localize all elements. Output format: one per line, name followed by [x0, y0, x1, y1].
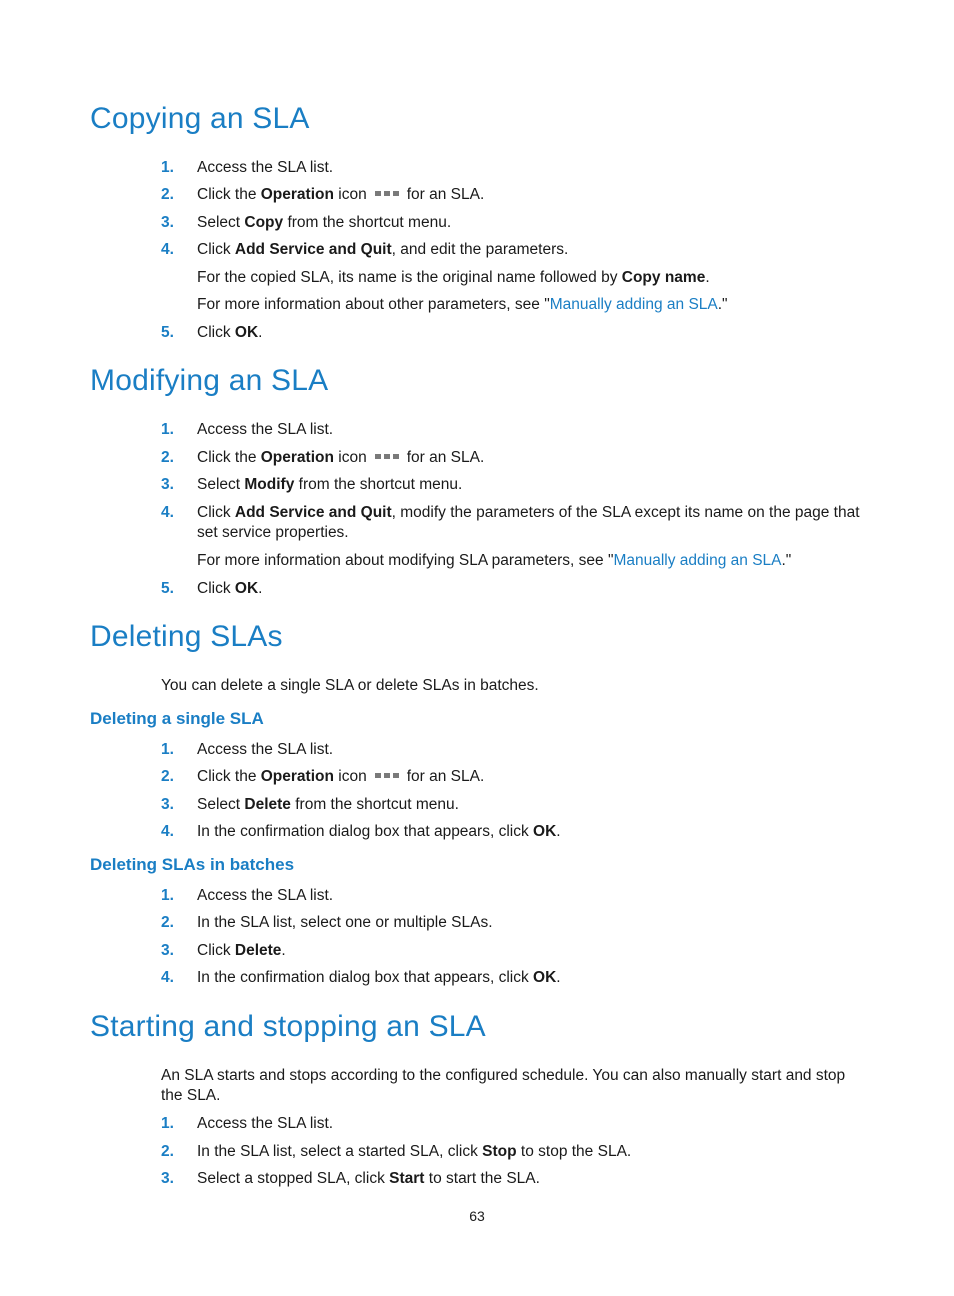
- copy-step-2: [161, 185, 864, 205]
- step-text: Select a stopped SLA, click Start to start the SLA.: [197, 1170, 540, 1187]
- delete-batch-step-4: [161, 968, 864, 988]
- copy-step-4: [161, 240, 864, 260]
- delete-single-step-1: [161, 740, 864, 760]
- heading-deleting-slas-batches: Deleting SLAs in batches: [90, 855, 295, 874]
- copy-note-more-info: For more information about other parameters, see "Manually adding an SLA.": [197, 296, 728, 313]
- starting-intro: An SLA starts and stops according to the configured schedule. You can also manually start and stop the SLA.: [161, 1067, 846, 1104]
- modify-step-4: [161, 503, 864, 543]
- step-number: 1.: [161, 159, 174, 176]
- step-number: 3.: [161, 1170, 174, 1187]
- step-text: Access the SLA list.: [197, 159, 334, 176]
- step-text: Select Modify from the shortcut menu.: [197, 476, 463, 493]
- step-number: 4.: [161, 823, 174, 840]
- heading-deleting-single-sla: Deleting a single SLA: [90, 709, 264, 728]
- deleting-intro: You can delete a single SLA or delete SLAs in batches.: [161, 677, 539, 694]
- step-number: 2.: [161, 186, 174, 203]
- modify-step-5: [161, 579, 864, 599]
- step-number: 3.: [161, 796, 174, 813]
- delete-batch-step-2: [161, 913, 864, 933]
- step-text: Click Delete.: [197, 942, 286, 959]
- step-text: Access the SLA list.: [197, 887, 334, 904]
- step-number: 2.: [161, 768, 174, 785]
- step-text: In the SLA list, select one or multiple SLAs.: [197, 914, 493, 931]
- step-text: In the confirmation dialog box that appears, click OK.: [197, 969, 561, 986]
- step-text: Click Add Service and Quit, modify the parameters of the SLA except its name on the page that set service properties.: [197, 504, 860, 541]
- copy-step-1: [161, 158, 864, 178]
- operation-icon: [375, 454, 399, 460]
- step-number: 4.: [161, 241, 174, 258]
- heading-copying-sla: Copying an SLA: [90, 102, 310, 135]
- step-text: In the confirmation dialog box that appears, click OK.: [197, 823, 561, 840]
- step-text: Access the SLA list.: [197, 741, 334, 758]
- delete-single-step-4: [161, 822, 864, 842]
- step-number: 3.: [161, 942, 174, 959]
- step-text: Access the SLA list.: [197, 1115, 334, 1132]
- heading-deleting-slas: Deleting SLAs: [90, 620, 283, 653]
- step-number: 3.: [161, 476, 174, 493]
- step-number: 1.: [161, 887, 174, 904]
- step-number: 1.: [161, 421, 174, 438]
- modify-note-more-info: For more information about modifying SLA parameters, see "Manually adding an SLA.": [197, 552, 792, 569]
- modify-step-1: [161, 420, 864, 440]
- delete-single-step-2: [161, 767, 864, 787]
- step-text: Access the SLA list.: [197, 421, 334, 438]
- modify-step-2: [161, 448, 864, 468]
- start-step-2: [161, 1142, 864, 1162]
- manually-adding-sla-link[interactable]: Manually adding an SLA: [549, 296, 718, 313]
- delete-single-step-3: [161, 795, 864, 815]
- step-number: 4.: [161, 969, 174, 986]
- start-step-3: [161, 1169, 864, 1189]
- step-number: 3.: [161, 214, 174, 231]
- step-number: 4.: [161, 504, 174, 521]
- heading-starting-stopping-sla: Starting and stopping an SLA: [90, 1010, 486, 1043]
- copy-step-3: [161, 213, 864, 233]
- delete-batch-step-3: [161, 941, 864, 961]
- step-number: 1.: [161, 1115, 174, 1132]
- step-text: Click OK.: [197, 580, 263, 597]
- step-text: In the SLA list, select a started SLA, click Stop to stop the SLA.: [197, 1143, 632, 1160]
- step-text: Click the Operation icon for an SLA.: [197, 449, 485, 466]
- step-number: 5.: [161, 580, 174, 597]
- start-step-1: [161, 1114, 864, 1134]
- operation-icon: [375, 773, 399, 779]
- step-text: Click the Operation icon for an SLA.: [197, 768, 485, 785]
- step-number: 5.: [161, 324, 174, 341]
- copy-note-name: For the copied SLA, its name is the original name followed by Copy name.: [197, 269, 710, 286]
- step-text: Select Delete from the shortcut menu.: [197, 796, 459, 813]
- modify-step-3: [161, 475, 864, 495]
- operation-icon: [375, 191, 399, 197]
- page-number: 63: [469, 1208, 485, 1224]
- step-number: 2.: [161, 449, 174, 466]
- step-text: Click Add Service and Quit, and edit the parameters.: [197, 241, 569, 258]
- heading-modifying-sla: Modifying an SLA: [90, 364, 329, 397]
- copy-step-5: [161, 323, 864, 343]
- step-text: Click the Operation icon for an SLA.: [197, 186, 485, 203]
- step-number: 1.: [161, 741, 174, 758]
- step-number: 2.: [161, 1143, 174, 1160]
- manually-adding-sla-link[interactable]: Manually adding an SLA: [613, 552, 782, 569]
- step-number: 2.: [161, 914, 174, 931]
- step-text: Click OK.: [197, 324, 263, 341]
- step-text: Select Copy from the shortcut menu.: [197, 214, 452, 231]
- delete-batch-step-1: [161, 886, 864, 906]
